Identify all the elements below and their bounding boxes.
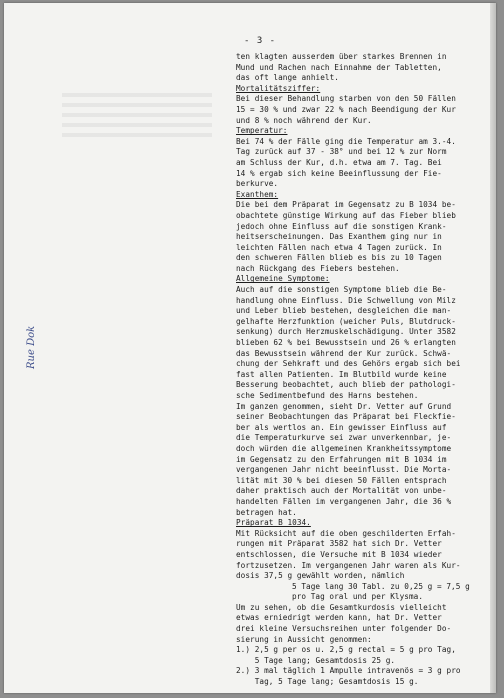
text-line: sierung in Aussicht genommen: bbox=[236, 634, 372, 644]
text-line: Bei 74 % der Fälle ging die Temperatur am 3.-4. bbox=[236, 136, 456, 146]
text-line: Besserung beobachtet, auch blieb der pathologi- bbox=[236, 380, 456, 390]
text-line: Auch auf die sonstigen Symptome blieb die Be- bbox=[236, 285, 447, 295]
text-line: sche Sedimentbefund des Harns bestehen. bbox=[236, 391, 419, 400]
text-line: chung der Sehkraft und des Gehörs ergab sich bei bbox=[236, 359, 461, 369]
text-line: handlung ohne Einfluss. Die Schwellung von Milz bbox=[236, 295, 456, 305]
text-line: leichten Fällen nach etwa 4 Tagen zurück. In bbox=[236, 242, 442, 252]
text-line: fortzusetzen. Im vergangenen Jahr waren als Kur- bbox=[236, 560, 461, 570]
text-line: 15 = 30 % und zwar 22 % nach Beendigung der Kur bbox=[236, 104, 456, 114]
text-line: obachtete günstige Wirkung auf das Fieber blieb bbox=[236, 210, 456, 220]
text-line: jedoch ohne Einfluss auf die sonstigen Krank- bbox=[236, 221, 447, 231]
text-line: und 8 % noch während der Kur. bbox=[236, 115, 372, 125]
text-line: das Bewusstsein während der Kur zurück. Schwä- bbox=[236, 348, 452, 358]
text-line: ten klagten ausserdem über starkes Brennen in bbox=[236, 52, 447, 61]
text-line: doch würden die allgemeinen Krankheitssymptome bbox=[236, 443, 452, 453]
text-line: Tag, 5 Tage lang; Gesamtdosis 15 g. bbox=[236, 677, 419, 687]
text-line: dosis 37,5 g gewählt worden, nämlich bbox=[236, 571, 405, 581]
section-heading-preparation: Präparat B 1034. bbox=[236, 518, 311, 528]
text-line: daher praktisch auch der Mortalität von unbe- bbox=[236, 486, 447, 496]
bleed-through-text bbox=[62, 93, 212, 143]
text-line: 5 Tage lang 30 Tabl. zu 0,25 g = 7,5 g bbox=[292, 581, 470, 591]
text-line: etwas erniedrigt werden kann, hat Dr. Vetter bbox=[236, 613, 442, 623]
text-line: Bei dieser Behandlung starben von den 50 Fällen bbox=[236, 94, 456, 104]
text-line: fast allen Patienten. Im Blutbild wurde keine bbox=[236, 369, 447, 379]
text-line: pro Tag oral und per Klysma. bbox=[292, 592, 423, 602]
text-line: Die bei dem Präparat im Gegensatz zu B 1034 be- bbox=[236, 200, 456, 210]
text-line: senkung) durch Herzmuskelschädigung. Unter 3582 bbox=[236, 327, 456, 337]
text-line: 2.) 3 mal täglich 1 Ampulle intravenös = 3 g pro bbox=[236, 666, 461, 676]
text-line: berkurve. bbox=[236, 179, 279, 189]
text-line: Im ganzen genommen, sieht Dr. Vetter auf Grund bbox=[236, 401, 452, 411]
text-line: Mund und Rachen nach Einnahme der Tabletten, bbox=[236, 62, 442, 72]
text-line: betragen hat. bbox=[236, 507, 297, 517]
section-heading-symptoms: Allgemeine Symptome: bbox=[236, 274, 330, 284]
text-line: die Temperaturkurve sei zwar unverkennbar, je- bbox=[236, 433, 452, 443]
text-line: vergangenen Jahr nicht beeinflusst. Die Morta- bbox=[236, 465, 452, 475]
text-line: Mit Rücksicht auf die oben geschilderten Erfah- bbox=[236, 528, 456, 538]
page-number: - 3 - bbox=[244, 36, 277, 46]
text-line: 5 Tage lang; Gesamtdosis 25 g. bbox=[236, 655, 396, 665]
section-heading-temperature: Temperatur: bbox=[236, 126, 288, 136]
body-text bbox=[236, 52, 496, 688]
section-heading-mortality: Mortalitätsziffer: bbox=[236, 83, 321, 93]
text-line: drei kleine Versuchsreihen unter folgender Do- bbox=[236, 624, 452, 634]
text-line: seiner Beobachtungen das Präparat bei Fleckfie- bbox=[236, 412, 456, 422]
text-line: den schweren Fällen blieb es bis zu 10 Tagen bbox=[236, 253, 442, 263]
text-line: Um zu sehen, ob die Gesamtkurdosis vielleicht bbox=[236, 602, 447, 612]
text-line: im Gegensatz zu den Erfahrungen mit B 1034 im bbox=[236, 454, 447, 464]
section-heading-exanthem: Exanthem: bbox=[236, 189, 279, 199]
text-line: rungen mit Präparat 3582 hat sich Dr. Vetter bbox=[236, 539, 442, 549]
text-line: 14 % ergab sich keine Beeinflussung der Fie- bbox=[236, 168, 442, 178]
text-line: entschlossen, die Versuche mit B 1034 wieder bbox=[236, 549, 442, 559]
text-line: Tag zurück auf 37 - 38° und bei 12 % zur Norm bbox=[236, 147, 447, 157]
text-line: nach Rückgang des Fiebers bestehen. bbox=[236, 263, 400, 273]
text-line: und Leber blieb bestehen, desgleichen die man- bbox=[236, 306, 452, 316]
text-line: am Schluss der Kur, d.h. etwa am 7. Tag. Bei bbox=[236, 157, 442, 167]
text-line: gelhafte Herzfunktion (weicher Puls, Blutdruck- bbox=[236, 316, 456, 326]
text-line: ber als wertlos an. Ein gewisser Einfluss auf bbox=[236, 422, 447, 432]
text-line: 1.) 2,5 g per os u. 2,5 g rectal = 5 g pro Tag, bbox=[236, 645, 456, 655]
text-line: blieben 62 % bei Bewusstsein und 26 % erlangten bbox=[236, 338, 456, 348]
text-line: das oft lange anhielt. bbox=[236, 73, 339, 83]
text-line: handelten Fällen im vergangenen Jahr, die 36 % bbox=[236, 496, 452, 506]
text-line: heitserscheinungen. Das Exanthem ging nur in bbox=[236, 232, 442, 242]
text-line: lität mit 30 % bei diesen 50 Fällen entsprach bbox=[236, 475, 447, 485]
handwritten-margin-note: Rue Dok bbox=[26, 325, 37, 369]
document-page bbox=[4, 3, 496, 693]
